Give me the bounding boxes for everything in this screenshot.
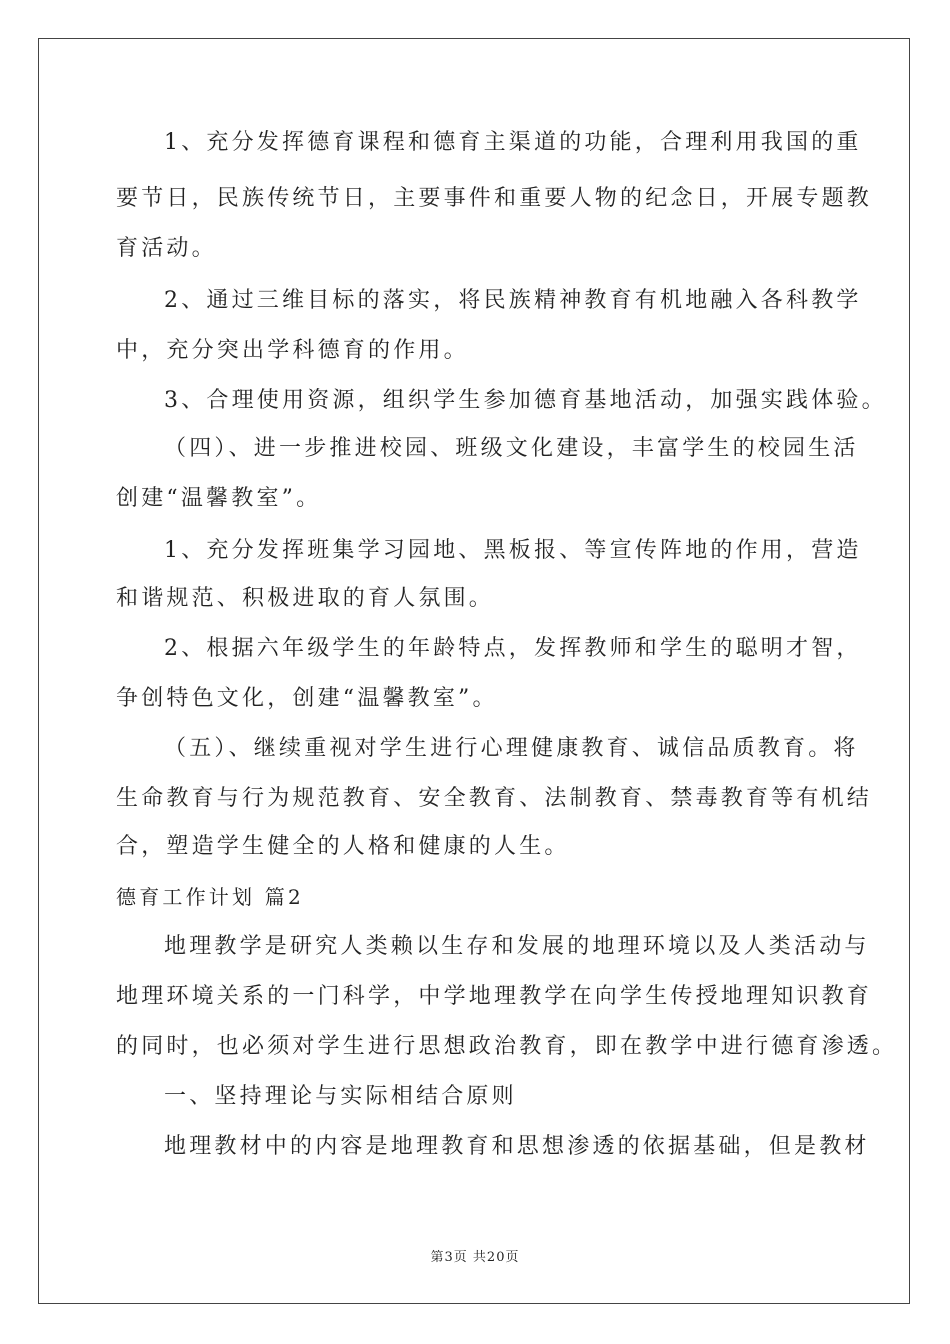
paragraph-line: 地理教材中的内容是地理教育和思想渗透的依据基础，但是教材 — [164, 1134, 870, 1159]
paragraph-line: 要节日，民族传统节日，主要事件和重要人物的纪念日，开展专题教 — [116, 186, 873, 211]
paragraph-line: 1、充分发挥班集学习园地、黑板报、等宣传阵地的作用，营造 — [164, 538, 862, 563]
paragraph-line: 争创特色文化，创建“温馨教室”。 — [116, 686, 498, 711]
paragraph-line: 创建“温馨教室”。 — [116, 486, 322, 511]
paragraph-line: 合，塑造学生健全的人格和健康的人生。 — [116, 834, 570, 859]
section-heading: 德育工作计划 篇2 — [116, 885, 304, 909]
paragraph-line: 一、坚持理论与实际相结合原则 — [164, 1084, 517, 1109]
paragraph-line: 和谐规范、积极进取的育人氛围。 — [116, 586, 495, 611]
paragraph-line: （五）、继续重视对学生进行心理健康教育、诚信品质教育。将 — [164, 736, 859, 761]
paragraph-line: （四）、进一步推进校园、班级文化建设，丰富学生的校园生活 — [164, 436, 859, 461]
paragraph-line: 3、合理使用资源，组织学生参加德育基地活动，加强实践体验。 — [164, 388, 887, 413]
paragraph-line: 2、通过三维目标的落实，将民族精神教育有机地融入各科教学 — [164, 288, 862, 313]
paragraph-line: 育活动。 — [116, 236, 217, 261]
paragraph-line: 地理环境关系的一门科学，中学地理教学在向学生传授地理知识教育 — [116, 984, 873, 1009]
paragraph-line: 中，充分突出学科德育的作用。 — [116, 338, 469, 363]
paragraph-line: 地理教学是研究人类赖以生存和发展的地理环境以及人类活动与 — [164, 934, 870, 959]
paragraph-line: 生命教育与行为规范教育、安全教育、法制教育、禁毒教育等有机结 — [116, 786, 873, 811]
page-number-footer: 第3页 共20页 — [430, 1250, 520, 1265]
page-border — [38, 38, 910, 1304]
paragraph-line: 的同时，也必须对学生进行思想政治教育，即在教学中进行德育渗透。 — [116, 1034, 898, 1059]
paragraph-line: 1、充分发挥德育课程和德育主渠道的功能，合理利用我国的重 — [164, 130, 862, 155]
paragraph-line: 2、根据六年级学生的年龄特点，发挥教师和学生的聪明才智， — [164, 636, 862, 661]
